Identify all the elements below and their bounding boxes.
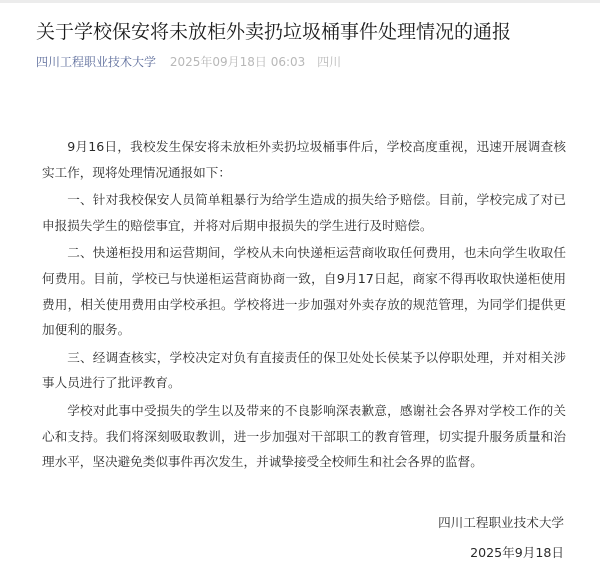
- article-meta: [36, 53, 341, 71]
- paragraph-2: 二、快递柜投用和运营期间，学校从未向快递柜运营商收取任何费用，也未向学生收取任何费用。目前，学校已与快递柜运营商协商一致，自9月17日起，商家不得再收取快递柜使用费用，相关使用费用由学校承担。学校将进一步加强对外卖存放的规范管理，为同学们提供更加便利的服务。: [42, 245, 566, 338]
- source-link[interactable]: 四川工程职业技术大学: [36, 55, 157, 69]
- location: 四川: [317, 55, 342, 69]
- signature-date: 2025年9月18日: [470, 545, 564, 560]
- article-title: 关于学校保安将未放柜外卖扔垃圾桶事件处理情况的通报: [36, 21, 512, 43]
- paragraph-closing: 学校对此事中受损失的学生以及带来的不良影响深表歉意，感谢社会各界对学校工作的关心和支持。我们将深刻吸取教训，进一步加强对干部职工的教育管理，切实提升服务质量和治理水平，坚决避免类似事件再次发生，并诚挚接受全校师生和社会各界的监督。: [42, 402, 566, 470]
- paragraph-1: 一、针对我校保安人员简单粗暴行为给学生造成的损失给予赔偿。目前，学校完成了对已申报损失学生的赔偿事宜，并将对后期申报损失的学生进行及时赔偿。: [42, 192, 566, 233]
- publish-time: 2025年09月18日 06:03: [169, 55, 306, 69]
- paragraph-3: 三、经调查核实，学校决定对负有直接责任的保卫处处长侯某予以停职处理，并对相关涉事人员进行了批评教育。: [42, 349, 566, 391]
- signature-org: 四川工程职业技术大学: [438, 515, 564, 530]
- top-divider: [0, 0, 600, 3]
- paragraph-intro: 9月16日，我校发生保安将未放柜外卖扔垃圾桶事件后，学校高度重视，迅速开展调查核实工作，现将处理情况通报如下：: [42, 139, 566, 180]
- article-body: [42, 134, 566, 477]
